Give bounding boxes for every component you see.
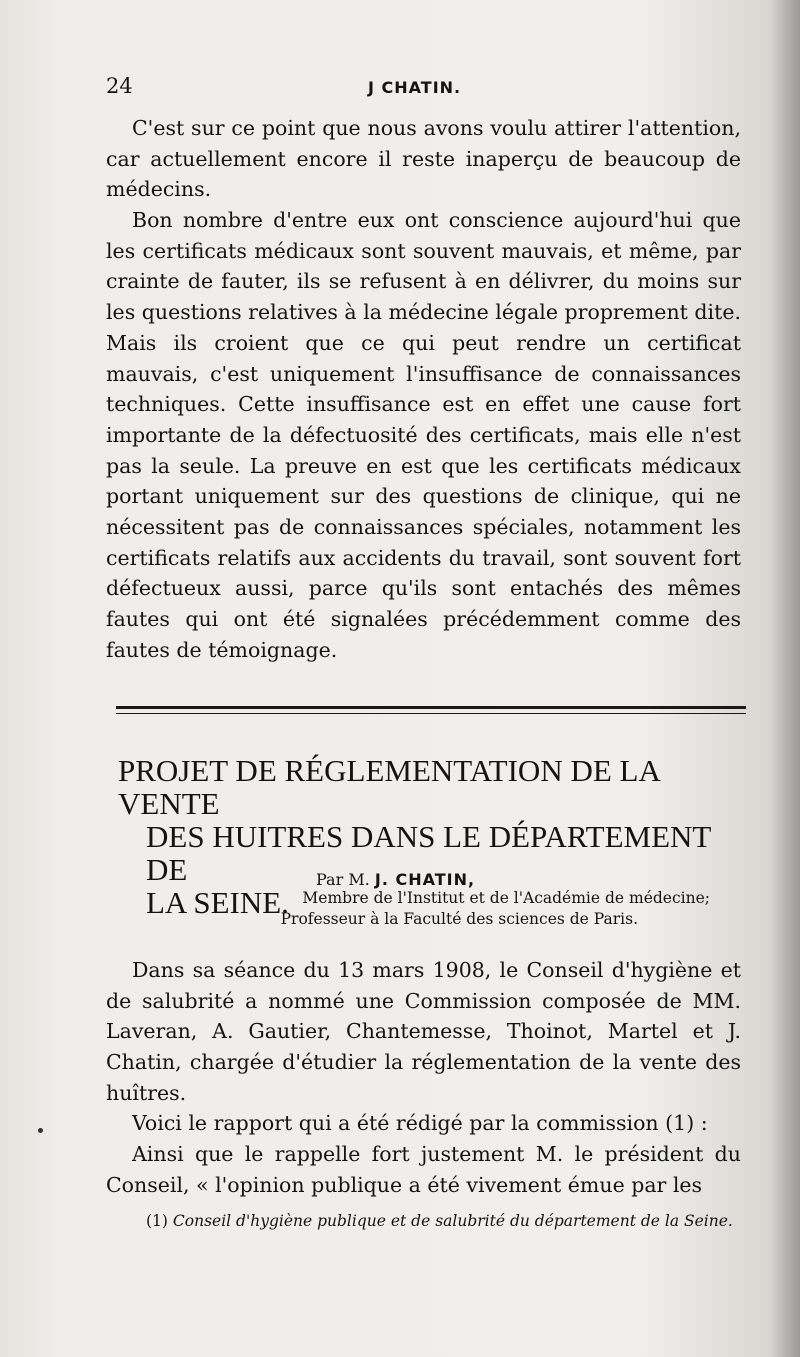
page-edge-shadow <box>770 0 800 1357</box>
footnote <box>128 1211 758 1232</box>
article-paragraph-2: Voici le rapport qui a été rédigé par la commission (1) : <box>132 1111 708 1135</box>
article-title-line-2: DES HUITRES DANS LE DÉPARTEMENT DE <box>146 819 711 887</box>
footnote-text: Conseil d'hygiène publique et de salubrité du département de la Seine. <box>172 1212 733 1230</box>
affiliation-1: Membre de l'Institut et de l'Académie de médecine; <box>302 889 710 907</box>
affiliation-2: Professeur à la Faculté des sciences de Paris. <box>280 910 638 928</box>
byline-prefix: Par M. <box>316 870 370 889</box>
section-divider-thick <box>116 706 746 709</box>
section-divider-thin <box>116 713 746 714</box>
page-number: 24 <box>106 74 133 98</box>
article-paragraph-3: Ainsi que le rappelle fort justement M. le président du Conseil, « l'opinion publique a été vivement émue par les <box>106 1142 741 1197</box>
author-name: J. CHATIN, <box>374 870 476 889</box>
paragraph-2: Bon nombre d'entre eux ont conscience aujourd'hui que les certificats médicaux sont souvent mauvais, et même, par crainte de fauter, ils se refusent à en délivrer, du moins sur les questions relatives à la médecine légale proprement dite. Mais ils croient que ce qui peut rendre un certificat mauvais, c'est uniquement l'insuffisance de connaissances techniques. Cette insuffisance est en effet une cause fort importante de la défectuosité des certificats, mais elle n'est pas la seule. La preuve en est que les certificats médicaux portant uniquement sur des questions de clinique, qui ne nécessitent pas de connaissances spéciales, notamment les certificats relatifs aux accidents du travail, sont souvent fort défectueux aussi, parce qu'ils sont entachés des mêmes fautes qui ont été signalées précédemment comme des fautes de témoignage. <box>106 208 741 662</box>
article-paragraph-1: Dans sa séance du 13 mars 1908, le Conseil d'hygiène et de salubrité a nommé une Commission composée de MM. Laveran, A. Gautier, Chantemesse, Thoinot, Martel et J. Chatin, chargée d'étudier la réglementation de la vente des huîtres. <box>106 958 741 1105</box>
paragraph-1: C'est sur ce point que nous avons voulu attirer l'attention, car actuellement encore il reste inaperçu de beaucoup de médecins. <box>106 116 741 202</box>
byline <box>316 870 475 889</box>
running-title: J CHATIN. <box>368 78 462 97</box>
article-title-line-1: PROJET DE RÉGLEMENTATION DE LA VENTE <box>118 753 660 821</box>
article-title-line-3: LA SEINE. <box>146 885 289 920</box>
footnote-mark: (1) <box>146 1212 168 1230</box>
running-head <box>106 74 746 104</box>
margin-mark <box>38 1128 43 1133</box>
